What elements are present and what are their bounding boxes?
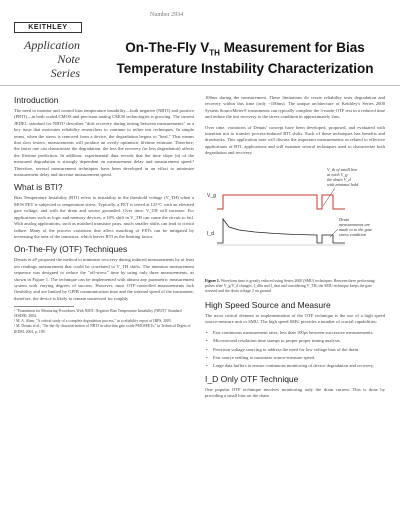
title-line-2: Temperature Instability Characterization bbox=[116, 60, 374, 76]
otf-heading: On-The-Fly (OTF) Techniques bbox=[14, 244, 128, 255]
high-speed-paragraph: The most critical element to implementation of the OTF technique is the use of a high speed source-measure unit or SMU. The high speed SMU provides a number of crucial capabilities: bbox=[205, 312, 385, 325]
title-lead: On-The-Fly V bbox=[125, 40, 210, 55]
review-paragraph: Over time, variations of Denais' concept have been developed, proposed, and evaluated with intention not to transfer process-induced BTI shifts. Each of these techniques has benefits and drawbacks. This application note will discuss the important measurements as related to effective applications of BTI, applications and will examine several techniques used to characterize both degradation and recovery. bbox=[205, 124, 385, 156]
title-mid: Measurement for Bias bbox=[219, 40, 365, 55]
bti-paragraph: Bias Temperature Instability (BTI) refers to instability in the threshold voltage (V_TH) when a MOS FET is subjected to temperature stress. Typically, a FET is tested at 125°C with an elevated gate voltage, and with the drain and source grounded. Over time, V_TH will increase. For applications such as logic and memory devices, a 10% shift in V_TH can cause the circuit to fail. With analog applications, such as matched transistor pairs, much smaller shifts can lead to circuit failure. Many of the process variations that affect matching of FETs can be mitigated by increasing the area of the transistor, which leaves BTI as the limiting factor. bbox=[14, 195, 194, 239]
footnote-3: ³ M. Denais et al., "On-the-fly characterization of NBTI in ultra-thin gate oxide PMOSFETs," in Technical Digest of IEDM, 2004, p. 109. bbox=[14, 324, 191, 334]
footnote-divider bbox=[14, 306, 74, 307]
list-item: • Microsecond resolution time stamps to proper proper timing analysis. bbox=[213, 338, 385, 344]
figure-1 bbox=[205, 161, 385, 279]
id-only-paragraph: One popular OTF technique involves monitoring only the drain current. This is done by providing a small bias on the drain bbox=[205, 386, 385, 399]
bti-heading: What is BTI? bbox=[14, 182, 63, 193]
capabilities-list bbox=[205, 330, 385, 370]
vg-label: V_g bbox=[207, 192, 216, 199]
annotation-top-1: V_th of small line bbox=[327, 166, 358, 172]
title-sub: TH bbox=[209, 48, 220, 58]
id-label: I_d bbox=[207, 230, 214, 237]
intro-paragraph: The need to monitor and control bias temperature instability—both negative (NBTI) and positive (PBTI)—in both scaled CMOS and precision analog CMOS technologies is growing. The current JEDEC standard for NBTI¹ describes "drift recovery during testing between measurements" as a key issue that motivates reliability researchers to continue to refine test techniques. In simple terms, when the stress is removed from a device, the degradation begins to "heal." That means that slow testers, measurements will produce an overly optimistic lifetime estimate. Therefore, the faster one can characterize the degradation, the less the recovery (or less degradation) affects the lifetime prediction. In addition, experimental data reveals that the time slope (n) of the measured degradation is strongly dependent on measurement delay and measurement speed.² Therefore, several measurement techniques have been developed in an effort to minimize measurement delay and increase measurement speed. bbox=[14, 108, 194, 178]
annotation-right-2: measurements are bbox=[339, 221, 371, 227]
intro-heading: Introduction bbox=[14, 95, 59, 105]
continued-paragraph: 100ms during the measurement. These limitations do create reliability tests degradation and recovery within this time (only ~100ms). The unique architecture of Keithley's Series 2600 System SourceMeter® instruments can typically complete the 3-mode OTF test in a reduced time and reduce the test recovery to the stress condition in approximately 2ms. bbox=[205, 95, 385, 120]
keithley-logo: KEITHLEY bbox=[14, 22, 82, 33]
caption-body: Waveform time is greatly reduced using Series 2600 (SMU) techniques. Between three performing pulses after V_g/V_d changes, I_dlin and I_dsat and considering V_TH, the SMU technique keeps the gate stressed and the drain voltage 2 on ground bbox=[205, 278, 375, 294]
right-column bbox=[205, 95, 385, 404]
figure-caption bbox=[205, 279, 385, 295]
left-column bbox=[14, 95, 194, 335]
annotation-top-4: with minimal hold bbox=[327, 181, 359, 187]
waveform-diagram bbox=[205, 161, 385, 279]
list-item: • Precision voltage sourcing to address the need for low voltage bias of the drain. bbox=[213, 347, 385, 353]
header-divider bbox=[0, 85, 400, 86]
annotation-right-arrow bbox=[330, 229, 338, 237]
annotation-right-4: stress condition bbox=[339, 231, 366, 237]
annotation-right-3: made to to the gate bbox=[339, 226, 372, 232]
list-item: • Fast continuous measurement rates, less than 100μs between successive measurements. bbox=[213, 330, 385, 336]
app-note-line-2: Series bbox=[50, 66, 80, 80]
high-speed-heading: High Speed Source and Measure bbox=[205, 299, 331, 310]
note-number: Number 2934 bbox=[150, 12, 184, 18]
footnote-1: ¹ "Foundation for Measuring Procedures With NBTI: Negative Bias Temperature Instability (NBTI)" Standard JESD90, 2004. bbox=[14, 308, 182, 318]
app-note-line-1: Application Note bbox=[24, 38, 80, 66]
annotation-top-2: at each V_g bbox=[327, 171, 348, 177]
annotation-right-1: Drain bbox=[339, 216, 350, 222]
caption-title: Figure 1. bbox=[205, 278, 220, 283]
app-note-label bbox=[14, 38, 80, 80]
footnote-2: ² M. A. Alam, "A critical study of a complete degradation process," in a reliability report of IRPS, 2005. bbox=[14, 319, 172, 324]
page-title bbox=[100, 40, 390, 76]
id-trace bbox=[217, 219, 345, 243]
list-item: • Large data buffers to ensure continuous monitoring of device degradation and recovery. bbox=[213, 363, 385, 369]
annotation-top-3: the drain V_d bbox=[327, 176, 351, 182]
otf-paragraph: Denais et al³ proposed the method to minimize recovery during induced measurements by at least ten readings measurement that could be correlated to V_TH shifts. The intention measurement sequence was designed to reduce the "off-stress" time by using only three measurements, as shown in Figure 1. The technique can be implemented with almost any parametric measurement system with varying degrees of success. However, most OTF-controlled measurements lack flexibility and are limited by GPIB communication time and the internal speed of the instrument; therefore, the device is likely to remain unstressed for roughly bbox=[14, 257, 194, 301]
list-item: • Fast source settling to maximize source-measure speed. bbox=[213, 355, 385, 361]
id-only-heading: I_D Only OTF Technique bbox=[205, 373, 299, 384]
